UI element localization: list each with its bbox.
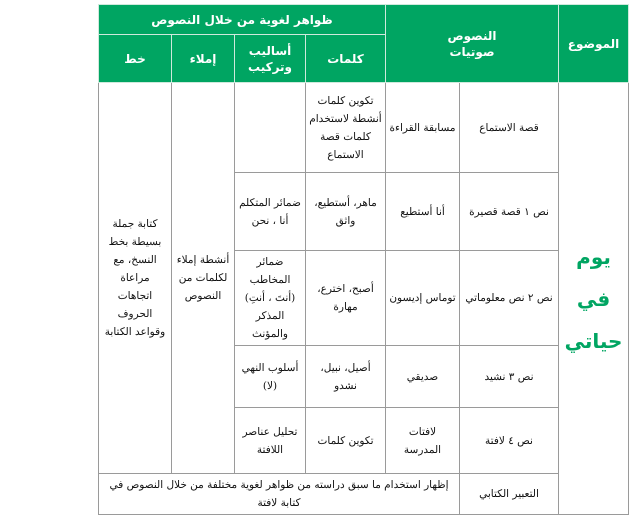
cell-styles: ضمائر المتكلم أنا ، نحن (235, 173, 306, 251)
header-handwriting: خط (99, 35, 172, 83)
header-phonetics: صوتيات (449, 44, 495, 59)
cell-styles: أسلوب النهي (لا) (235, 346, 306, 408)
cell-styles: تحليل عناصر اللافتة (235, 408, 306, 474)
cell-words: تكوين كلمات أنشطة لاستخدام كلمات قصة الاستماع (306, 83, 386, 173)
topic-cell (559, 83, 629, 515)
topic-line: يوم (576, 244, 611, 269)
cell-text: نص ٣ نشيد (460, 346, 559, 408)
cell-phonetics: صديقي (386, 346, 460, 408)
header-topic: الموضوع (559, 5, 629, 83)
cell-styles: ضمائر المخاطب (أنتَ ، أنتِ) المذكر والمؤنث (235, 251, 306, 346)
topic-line: في (576, 286, 611, 311)
header-words: كلمات (306, 35, 386, 83)
topic-line: حياتي (564, 328, 623, 353)
header-texts: النصوص (447, 28, 497, 43)
cell-words: أصيل، نبيل، نشدو (306, 346, 386, 408)
cell-text: نص ١ قصة قصيرة (460, 173, 559, 251)
header-texts-phonetics (386, 5, 559, 83)
cell-phonetics: لافتات المدرسة (386, 408, 460, 474)
writing-text: إظهار استخدام ما سبق دراسته من ظواهر لغوية مختلفة من خلال النصوص في كتابة لافتة (99, 474, 460, 515)
cell-dictation: أنشطة إملاء لكلمات من النصوص (172, 83, 235, 474)
cell-handwriting: كتابة جملة بسيطة بخط النسخ، مع مراعاة اتجاهات الحروف وقواعد الكتابة (99, 83, 172, 474)
cell-phonetics: توماس إديسون (386, 251, 460, 346)
cell-words: ماهر، أستطيع، واثق (306, 173, 386, 251)
cell-styles (235, 83, 306, 173)
cell-words: تكوين كلمات (306, 408, 386, 474)
cell-phonetics: أنا أستطيع (386, 173, 460, 251)
cell-phonetics: مسابقة القراءة (386, 83, 460, 173)
writing-label: التعبير الكتابي (460, 474, 559, 515)
curriculum-table (8, 4, 629, 515)
cell-text: قصة الاستماع (460, 83, 559, 173)
cell-text: نص ٤ لافتة (460, 408, 559, 474)
header-dictation: إملاء (172, 35, 235, 83)
cell-words: أصبح، اخترع، مهارة (306, 251, 386, 346)
cell-text: نص ٢ نص معلوماتي (460, 251, 559, 346)
header-styles: أساليب وتركيب (235, 35, 306, 83)
header-linguistic: ظواهر لغوية من خلال النصوص (99, 5, 386, 35)
